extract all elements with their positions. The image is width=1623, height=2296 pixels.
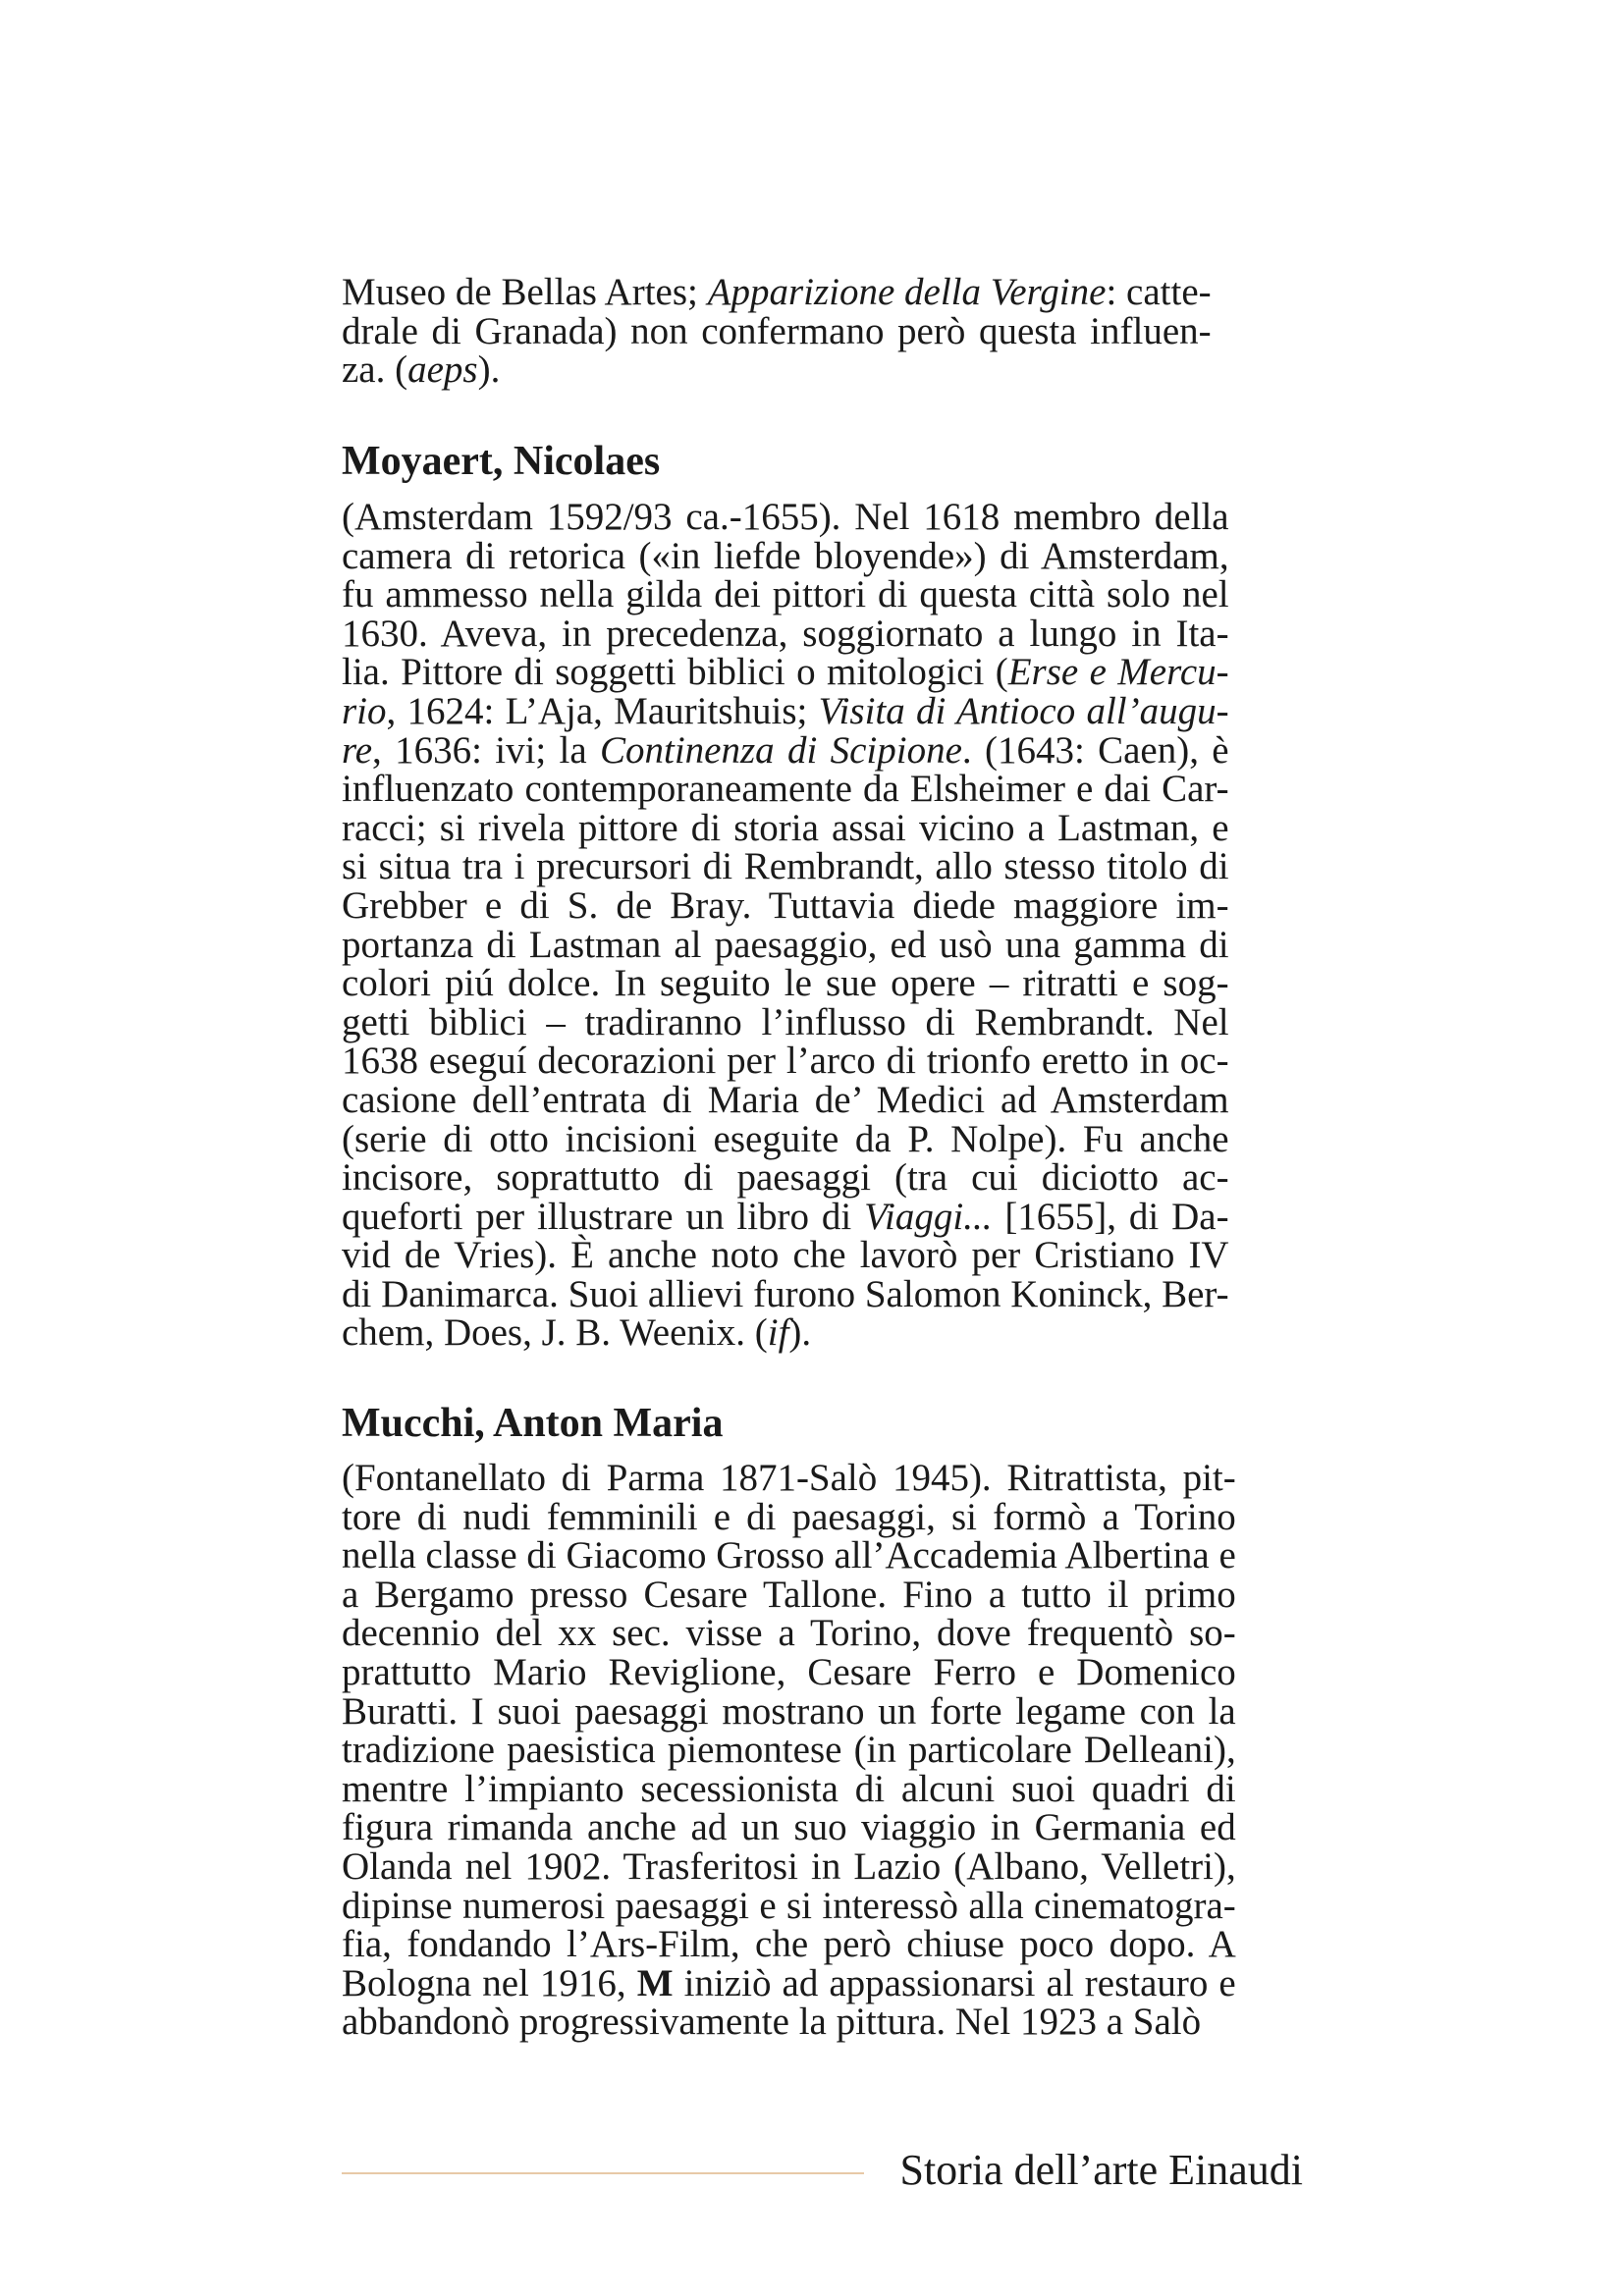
entry-heading-mucchi: Mucchi, Anton Maria xyxy=(342,1401,724,1446)
text-line: Bologna nel 1916, M iniziò ad appassionarsi al restauro e xyxy=(342,1961,1236,2004)
text-line: tore di nudi femminili e di paesaggi, si formò a Torino xyxy=(342,1495,1236,1538)
entry-text-moyaert xyxy=(342,498,1229,1353)
text-line: fia, fondando l’Ars-Film, che però chiuse poco dopo. A xyxy=(342,1923,1236,1966)
text-line: lia. Pittore di soggetti biblici o mitologici (Erse e Mercu- xyxy=(342,651,1229,694)
text-line: Grebber e di S. de Bray. Tuttavia diede maggiore im- xyxy=(342,883,1229,927)
text-line: casione dell’entrata di Maria de’ Medici ad Amsterdam xyxy=(342,1078,1229,1121)
text-line: mentre l’impianto secessionista di alcuni suoi quadri di xyxy=(342,1767,1236,1810)
text-line: prattutto Mario Reviglione, Cesare Ferro e Domenico xyxy=(342,1650,1236,1693)
text-line: (Fontanellato di Parma 1871-Salò 1945). Ritrattista, pit- xyxy=(342,1457,1236,1499)
text-line: za. (aeps). xyxy=(342,348,501,392)
text-line: tradizione paesistica piemontese (in particolare Delleani), xyxy=(342,1729,1236,1772)
text-line: rio, 1624: L’Aja, Mauritshuis; Visita di Antioco all’augu- xyxy=(342,689,1229,732)
text-line: dipinse numerosi paesaggi e si interessò alla cinematogra- xyxy=(342,1884,1236,1927)
footer-rule xyxy=(342,2172,864,2174)
text-line: drale di Granada) non confermano però questa influen- xyxy=(342,309,1212,352)
text-line: influenzato contemporaneamente da Elsheimer e dai Car- xyxy=(342,768,1229,811)
text-line: si situa tra i precursori di Rembrandt, allo stesso titolo di xyxy=(342,845,1229,888)
text-line: 1638 eseguí decorazioni per l’arco di trionfo eretto in oc- xyxy=(342,1040,1229,1083)
footer-title: Storia dell’arte Einaudi xyxy=(899,2146,1303,2194)
text-line: racci; si rivela pittore di storia assai vicino a Lastman, e xyxy=(342,806,1229,849)
text-line: portanza di Lastman al paesaggio, ed usò una gamma di xyxy=(342,923,1229,966)
text-line: (Amsterdam 1592/93 ca.-1655). Nel 1618 membro della xyxy=(342,496,1229,538)
text-line: vid de Vries). È anche noto che lavorò per Cristiano IV xyxy=(342,1234,1229,1277)
text-line: decennio del xx sec. visse a Torino, dove frequentò so- xyxy=(342,1612,1236,1655)
text-line: Buratti. I suoi paesaggi mostrano un forte legame con la xyxy=(342,1689,1236,1733)
text-line: a Bergamo presso Cesare Tallone. Fino a tutto il primo xyxy=(342,1573,1236,1616)
text-line: getti biblici – tradiranno l’influsso di Rembrandt. Nel xyxy=(342,1000,1229,1043)
text-line: (serie di otto incisioni eseguite da P. Nolpe). Fu anche xyxy=(342,1117,1229,1160)
text-line: chem, Does, J. B. Weenix. (if). xyxy=(342,1311,812,1355)
text-line: Olanda nel 1902. Trasferitosi in Lazio (Albano, Velletri), xyxy=(342,1844,1236,1888)
intro-paragraph xyxy=(342,273,1212,390)
text-line: abbandonò progressivamente la pittura. Nel 1923 a Salò xyxy=(342,2001,1202,2044)
entry-heading-moyaert: Moyaert, Nicolaes xyxy=(342,439,661,484)
text-line: figura rimanda anche ad un suo viaggio in Germania ed xyxy=(342,1806,1236,1849)
text-line: Museo de Bellas Artes; Apparizione della Vergine: catte- xyxy=(342,271,1212,313)
text-line: camera di retorica («in liefde bloyende») di Amsterdam, xyxy=(342,534,1229,577)
entry-text-mucchi xyxy=(342,1459,1236,2042)
text-line: incisore, soprattutto di paesaggi (tra cui diciotto ac- xyxy=(342,1156,1229,1200)
text-line: nella classe di Giacomo Grosso all’Accademia Albertina e xyxy=(342,1534,1236,1577)
text-line: 1630. Aveva, in precedenza, soggiornato a lungo in Ita- xyxy=(342,612,1229,655)
text-line: fu ammesso nella gilda dei pittori di questa città solo nel xyxy=(342,573,1229,616)
text-line: re, 1636: ivi; la Continenza di Scipione. (1643: Caen), è xyxy=(342,728,1229,772)
text-line: queforti per illustrare un libro di Viaggi... [1655], di Da- xyxy=(342,1195,1229,1238)
text-line: colori piú dolce. In seguito le sue opere – ritratti e sog- xyxy=(342,962,1229,1005)
text-line: di Danimarca. Suoi allievi furono Salomon Koninck, Ber- xyxy=(342,1272,1229,1315)
